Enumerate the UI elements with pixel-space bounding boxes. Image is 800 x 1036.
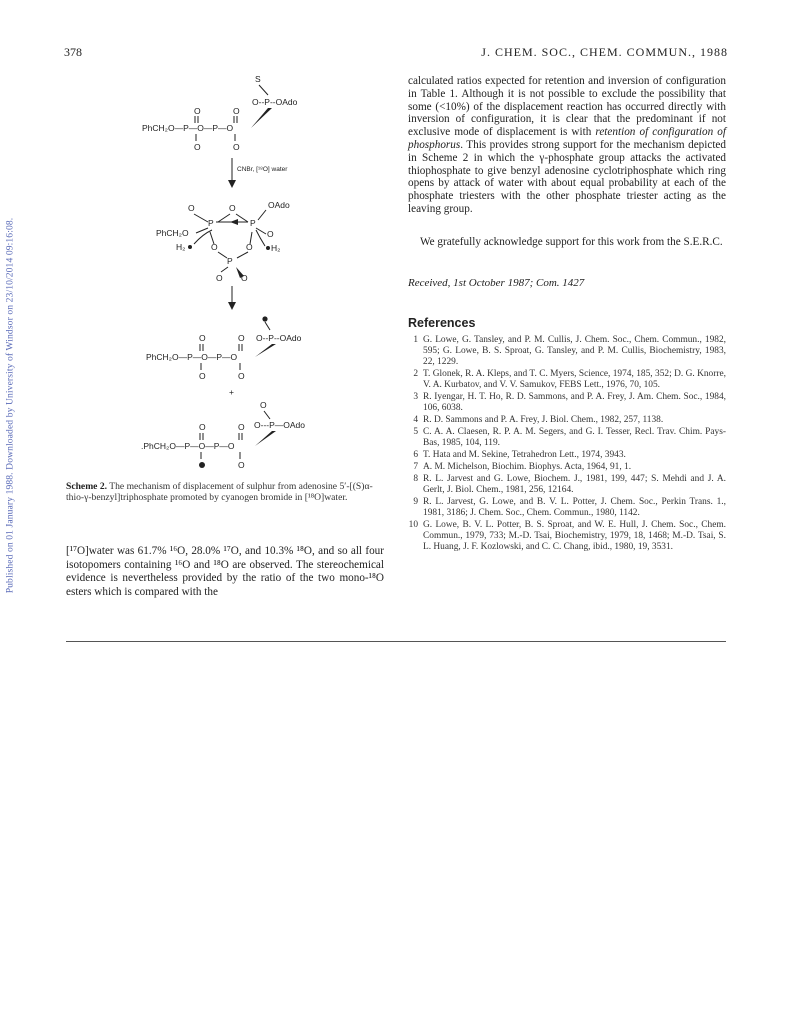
body-paragraph-right (408, 75, 726, 216)
reference-text: C. A. A. Claesen, R. P. A. M. Segers, and G. I. Tesser, Recl. Trav. Chim. Pays-Bas, 1985, 104, 119. (423, 427, 726, 449)
reference-item (408, 335, 726, 369)
oxygen-atom: O (246, 242, 253, 252)
reference-number: 9 (413, 496, 418, 507)
reference-text: T. Hata and M. Sekine, Tetrahedron Lett., 1974, 3943. (423, 450, 626, 460)
reference-item (408, 520, 726, 554)
structure-product-1 (146, 316, 302, 397)
sulfur-atom: S (255, 74, 261, 84)
oxygen-atom: O (267, 229, 274, 239)
oxygen-atom: O (199, 333, 206, 343)
oxygen-atom: O (238, 333, 245, 343)
footer-rule (66, 641, 726, 642)
reference-list (408, 335, 726, 554)
scheme-2-diagram (118, 68, 388, 476)
body-text-left: [¹⁷O]water was 61.7% ¹⁶O, 28.0% ¹⁷O, and 10.3% ¹⁸O, and so all four isotopomers containing ¹⁶O and ¹⁸O are observed. The stereochemical evidence is nevertheless provided by the ratio of the two mono-¹⁸O esters which is compared with the (66, 545, 384, 598)
oxygen-atom: O (233, 142, 240, 152)
oxygen-atom: O (229, 203, 236, 213)
reference-text: G. Lowe, B. V. L. Potter, B. S. Sproat, and W. E. Hull, J. Chem. Soc., Chem. Commun., 1979, 733; M.-D. Tsai, Biochemistry, 1979, 18, 1468; M.-D. Tsai, S. L. Huang, J. F. Kozlowski, and C. C. Chang, ibid., 1980, 19, 3531. (423, 519, 726, 552)
reaction-arrow (228, 286, 236, 310)
phosphorus-atom: P (250, 218, 256, 228)
oxygen-atom: O (238, 371, 245, 381)
reference-text: R. L. Jarvest and G. Lowe, Biochem. J., 1981, 199, 447; S. Mehdi and J. A. Gerlt, J. Biol. Chem., 1981, 256, 12164. (423, 473, 726, 495)
scheme-caption (66, 481, 388, 503)
reference-number: 8 (413, 473, 418, 484)
paragraph-text: calculated ratios expected for retention and inversion of configuration in Table 1. Although it is not possible to exclude the possibility that some (<10%) of the displacement reaction has occurred directly with inversion of configuration, it is clear that the predominant if not exclusive mode of displacement is with (408, 75, 726, 139)
download-watermark (2, 180, 18, 630)
oxygen-atom: O (199, 371, 206, 381)
oxygen-atom: O (238, 422, 245, 432)
alpha-phosphorus-group: O--P--OAdo (252, 97, 298, 107)
alpha-phosphorus-group: O---P—OAdo (254, 420, 306, 430)
reaction-arrow (228, 158, 288, 188)
oxado-group: OAdo (268, 200, 290, 210)
reference-text: G. Lowe, G. Tansley, and P. M. Cullis, J. Chem. Soc., Chem. Commun., 1982, 595; G. Lowe, B. S. Sproat, G. Tansley, and P. M. Cullis, Biochemistry, 1983, 22, 1229. (423, 335, 726, 368)
reference-item (408, 415, 726, 426)
reference-number: 4 (413, 415, 418, 426)
structure-starting-thiophosphate (142, 74, 298, 152)
oxygen-atom: O (199, 422, 206, 432)
reference-text: R. L. Jarvest, G. Lowe, and B. V. L. Potter, J. Chem. Soc., Perkin Trans. 1., 1981, 3186; J. Chem. Soc., Chem. Commun., 1980, 1142. (423, 496, 726, 518)
h2-label: H₂ (176, 242, 186, 252)
oxygen-atom: O (194, 106, 201, 116)
download-watermark-text: Published on 01 January 1988. Downloaded by University of Windsor on 23/10/2014 09:16:08. (4, 217, 16, 593)
journal-header: J. CHEM. SOC., CHEM. COMMUN., 1988 (481, 45, 728, 59)
oxygen-atom: O (238, 460, 245, 470)
reference-text: A. M. Michelson, Biochim. Biophys. Acta, 1964, 91, 1. (423, 461, 632, 472)
scheme-caption-label: Scheme 2. (66, 481, 108, 492)
reference-text: R. D. Sammons and P. A. Frey, J. Biol. Chem., 1982, 257, 1138. (423, 415, 664, 426)
oxygen-atom: O (194, 142, 201, 152)
benzyl-phosphate-chain: PhCH₂O—P—O—P—O (142, 123, 234, 133)
oxygen-atom: O (233, 106, 240, 116)
benzyloxy-label: PhCH₂O (156, 228, 189, 238)
phosphorus-atom: P (208, 218, 214, 228)
reference-number: 1 (413, 335, 418, 345)
plus-sign: + (229, 387, 234, 397)
paragraph-text: . This provides strong support for the mechanism depicted in Scheme 2 in which the γ-phosphate group attacks the activated thiophosphate to give benzyl adenosine cyclotriphosphate which ring opens by attack of water with about equal probability at each of the phosphate triesters with the other phosphate triester acting as the leaving group. (408, 138, 726, 215)
oxygen-atom: O (188, 203, 195, 213)
page-number: 378 (64, 45, 82, 59)
benzyl-phosphate-chain: .PhCH₂O—P—O—P—O (141, 441, 235, 451)
reference-item (408, 497, 726, 519)
reference-number: 10 (408, 519, 418, 530)
reference-number: 7 (413, 461, 418, 472)
reference-number: 6 (413, 450, 418, 460)
oxygen-atom: O (211, 242, 218, 252)
reference-text: T. Glonek, R. A. Kleps, and T. C. Myers, Science, 1974, 185, 352; D. G. Knorre, V. A. Kurbatov, and V. V. Samukov, FEBS Lett., 1976, 70, 105. (423, 369, 726, 391)
scheme-caption-text: The mechanism of displacement of sulphur from adenosine 5′-[(S)α-thio-γ-benzyl]triphosphate promoted by cyanogen bromide in [¹⁸O]water. (66, 481, 373, 503)
received-date: Received, 1st October 1987; Com. 1427 (408, 277, 585, 289)
reference-item (408, 369, 726, 391)
structure-cyclotriphosphate (156, 200, 290, 283)
reagent-label: CNBr, [¹⁸O] water (237, 166, 288, 173)
paragraph-emphasis: retention of configuration of phosphorus (408, 126, 726, 151)
reference-text: R. Iyengar, H. T. Ho, R. D. Sammons, and P. A. Frey, J. Am. Chem. Soc., 1984, 106, 6038. (423, 392, 726, 414)
oxygen-atom: O (241, 273, 248, 283)
reference-item (408, 450, 726, 461)
structure-product-2 (141, 400, 305, 470)
references-heading: References (408, 316, 476, 330)
benzyl-phosphate-chain: PhCH₂O—P—O—P—O (146, 352, 238, 362)
reference-number: 5 (413, 427, 418, 437)
phosphorus-atom: P (227, 256, 233, 266)
alpha-phosphorus-group: O--P--OAdo (256, 333, 302, 343)
reference-item (408, 474, 726, 496)
acknowledgement: We gratefully acknowledge support for this work from the S.E.R.C. (420, 236, 723, 248)
reference-number: 2 (413, 369, 418, 380)
oxygen-atom: O (216, 273, 223, 283)
reference-item (408, 462, 726, 473)
oxygen-atom: O (260, 400, 267, 410)
reference-number: 3 (413, 392, 418, 403)
h2-label: H₂ (271, 243, 281, 253)
reference-item (408, 427, 726, 449)
reference-item (408, 392, 726, 414)
